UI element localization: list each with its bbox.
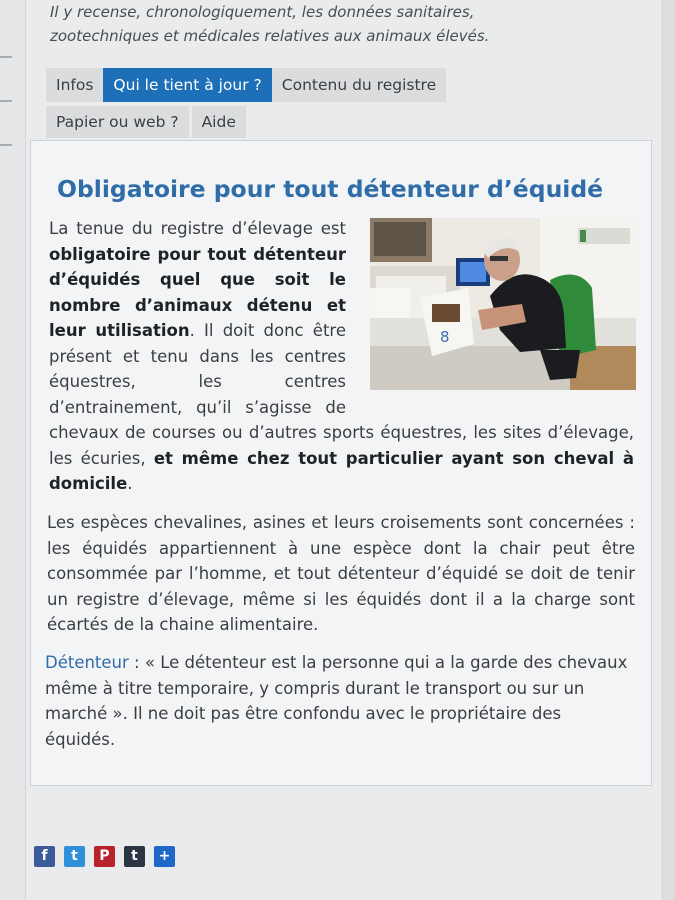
p1-bold-2: et même chez tout particulier ayant son cheval à domicile xyxy=(49,448,634,493)
intro-line-1: Il y recense, chronologiquement, les données sanitaires, xyxy=(50,3,475,21)
intro-line-2: zootechniques et médicales relatives aux animaux élevés. xyxy=(50,27,490,45)
detenteur-definition: : « Le détenteur est la personne qui a la garde des chevaux même à titre temporaire, y compris durant le transport ou sur un marché ». Il ne doit pas être confondu avec le propriétaire des équidés. xyxy=(45,653,628,749)
man-reading-register-photo xyxy=(370,218,636,390)
p1-text-1: La tenue du registre d’élevage est xyxy=(49,219,346,238)
tab-contenu-du-registre[interactable]: Contenu du registre xyxy=(272,68,446,102)
paragraph-especes: Les espèces chevalines, asines et leurs croisements sont concernées : les équidés appartiennent à une espèce dont la chair peut être consommée par l’homme, et tout détenteur d’équidé se doit de tenir un registre d’élevage, même si les équidés dont il a la charge sont écartés de la chaine alimentaire. xyxy=(47,513,635,634)
tab-row-2 xyxy=(46,106,486,138)
edge-mark xyxy=(0,56,12,58)
p1-text-2: . Il doit donc être présent et tenu dans les centres équestres, les centres d’entrainement, qu’il s’agisse de chevaux de courses ou d’autres sports équestres, les sites d’élevage, les écuries, xyxy=(49,321,634,468)
edge-mark xyxy=(0,144,12,146)
edge-mark xyxy=(0,100,12,102)
twitter-icon[interactable]: t xyxy=(64,846,85,867)
paragraph-obligation xyxy=(49,216,634,497)
p1-text-3: . xyxy=(127,474,133,493)
photo-illustration xyxy=(370,218,636,390)
right-edge xyxy=(661,0,675,900)
svg-text:8: 8 xyxy=(440,328,450,346)
p1-bold-1: obligatoire pour tout détenteur d’équidés quel que soit le nombre d’animaux détenu et leur utilisation xyxy=(49,244,346,340)
detenteur-term: Détenteur xyxy=(45,653,129,672)
intro-text xyxy=(50,0,610,48)
tab-row-1 xyxy=(46,68,486,102)
tab-bar xyxy=(46,68,486,138)
share-bar xyxy=(34,846,175,867)
facebook-icon[interactable]: f xyxy=(34,846,55,867)
panel-title: Obligatoire pour tout détenteur d’équidé xyxy=(57,175,604,203)
add-share-icon[interactable]: + xyxy=(154,846,175,867)
paragraph-detenteur xyxy=(45,650,635,752)
left-edge xyxy=(0,0,26,900)
tab-aide[interactable]: Aide xyxy=(192,106,246,138)
tab-papier-ou-web[interactable]: Papier ou web ? xyxy=(46,106,189,138)
content-panel xyxy=(30,140,652,786)
tab-infos[interactable]: Infos xyxy=(46,68,103,102)
tab-qui-le-tient-a-jour[interactable]: Qui le tient à jour ? xyxy=(103,68,271,102)
pinterest-icon[interactable]: P xyxy=(94,846,115,867)
tumblr-icon[interactable]: t xyxy=(124,846,145,867)
